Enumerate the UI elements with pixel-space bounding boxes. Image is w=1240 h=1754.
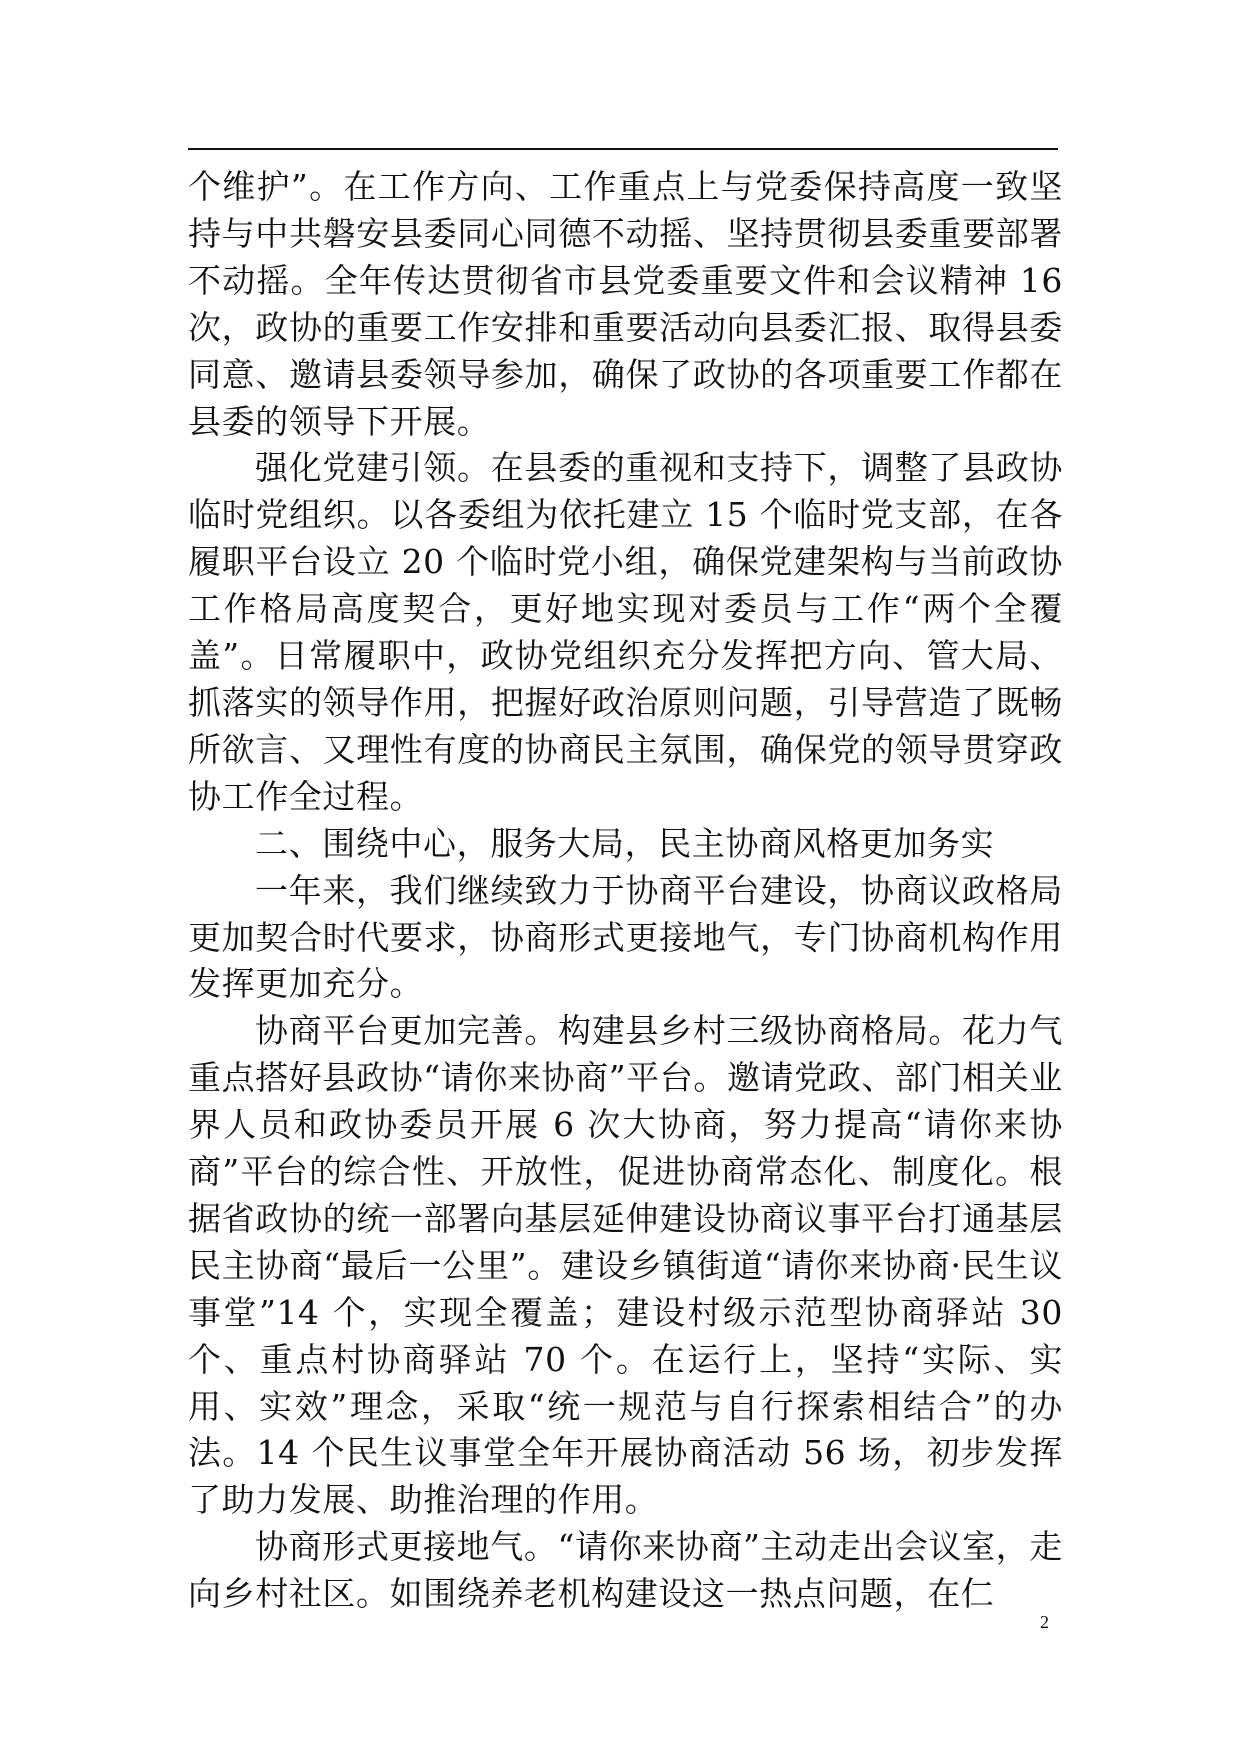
body-text — [188, 164, 1063, 1618]
paragraph-consultation-form: 协商形式更接地气。“请你来协商”主动走出会议室，走向乡村社区。如围绕养老机构建设这一热点问题，在仁 — [188, 1527, 1063, 1614]
section-heading: 二、围绕中心，服务大局，民主协商风格更加务实 — [255, 823, 995, 863]
header-rule — [188, 148, 1058, 150]
paragraph-continuation: 个维护”。在工作方向、工作重点上与党委保持高度一致坚持与中共磐安县委同心同德不动摇、坚持贯彻县委重要部署不动摇。全年传达贯彻省市县党委重要文件和会议精神 16 次，政协的重要工作安排和重要活动向县委汇报、取得县委同意、邀请县委领导参加，确保了政协的各项重要工作都在县委的领导下开展。 — [188, 167, 1063, 441]
page-number: 2 — [1040, 1612, 1049, 1632]
paragraph-overview: 一年来，我们继续致力于协商平台建设，协商议政格局更加契合时代要求，协商形式更接地气，专门协商机构作用发挥更加充分。 — [188, 870, 1063, 1004]
paragraph-platform: 协商平台更加完善。构建县乡村三级协商格局。花力气重点搭好县政协“请你来协商”平台。邀请党政、部门相关业界人员和政协委员开展 6 次大协商，努力提高“请你来协商”平台的综合性、开放性，促进协商常态化、制度化。根据省政协的统一部署向基层延伸建设协商议事平台打通基层民主协商“最后一公里”。建设乡镇街道“请你来协商·民生议事堂”14 个，实现全覆盖；建设村级示范型协商驿站 30 个、重点村协商驿站 70 个。在运行上，坚持“实际、实用、实效”理念，采取“统一规范与自行探索相结合”的办法。14 个民生议事堂全年开展协商活动 56 场，初步发挥了助力发展、助推治理的作用。 — [188, 1011, 1063, 1520]
paragraph-party-building: 强化党建引领。在县委的重视和支持下，调整了县政协临时党组织。以各委组为依托建立 15 个临时党支部，在各履职平台设立 20 个临时党小组，确保党建架构与当前政协工作格局高度契合，更好地实现对委员与工作“两个全覆盖”。日常履职中，政协党组织充分发挥把方向、管大局、抓落实的领导作用，把握好政治原则问题，引导营造了既畅所欲言、又理性有度的协商民主氛围，确保党的领导贯穿政协工作全过程。 — [188, 448, 1063, 816]
